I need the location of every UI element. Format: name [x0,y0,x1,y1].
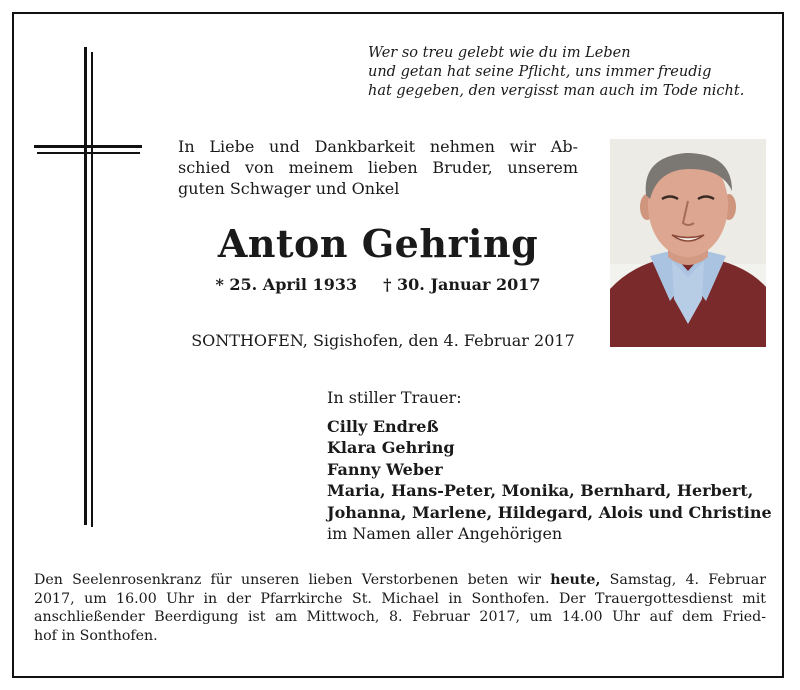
notice-line: hof in Sonthofen. [34,627,158,644]
place-and-date: SONTHOFEN, Sigishofen, den 4. Februar 2017 [191,331,575,350]
intro-text [178,136,578,199]
mourner-name: Cilly Endreß [327,416,439,436]
portrait-illustration [610,139,766,347]
cross-vertical-bar [84,47,87,525]
notice-emphasis: heute, [550,572,601,588]
mourners-heading: In stiller Trauer: [327,388,462,407]
notice-line [34,571,766,590]
mourners-closing: im Namen aller Angehörigen [327,524,563,543]
intro-line: guten Schwager und Onkel [178,179,400,198]
cross-horizontal-bar [34,145,142,148]
poem-line: hat gegeben, den vergisst man auch im Tode nicht. [368,83,745,99]
intro-line: schied von meinem lieben Bruder, unserem [178,158,578,177]
death-date: † 30. Januar 2017 [383,275,541,294]
portrait-photo [610,139,766,347]
cross-vertical-bar-thin [91,52,93,527]
service-notice [34,571,766,645]
mourner-name: Maria, Hans-Peter, Monika, Bernhard, Herbert, [327,481,754,500]
poem-line: Wer so treu gelebt wie du im Leben [368,45,631,61]
notice-text: Samstag, 4. Februar [600,572,767,588]
mourner-name: Klara Gehring [327,438,455,457]
notice-line: anschließender Beerdigung ist am Mittwoch, 8. Februar 2017, um 14.00 Uhr auf dem Fried- [34,609,766,626]
deceased-name: Anton Gehring [217,221,539,266]
cross-horizontal-bar-thin [37,152,140,154]
mourner-name: Johanna, Marlene, Hildegard, Alois und Christine [327,502,772,522]
poem-line: und getan hat seine Pflicht, uns immer freudig [368,64,712,80]
life-dates [178,274,578,296]
notice-line: 2017, um 16.00 Uhr in der Pfarrkirche St. Michael in Sonthofen. Der Trauergottesdienst mit [34,590,766,607]
notice-text: Den Seelenrosenkranz für unseren lieben Verstorbenen beten wir [34,572,551,588]
mourners-list [327,387,772,545]
mourner-name: Fanny Weber [327,459,443,479]
memorial-poem [368,44,768,101]
intro-line: In Liebe und Dankbarkeit nehmen wir Ab- [178,137,578,156]
birth-date: * 25. April 1933 [215,275,358,294]
